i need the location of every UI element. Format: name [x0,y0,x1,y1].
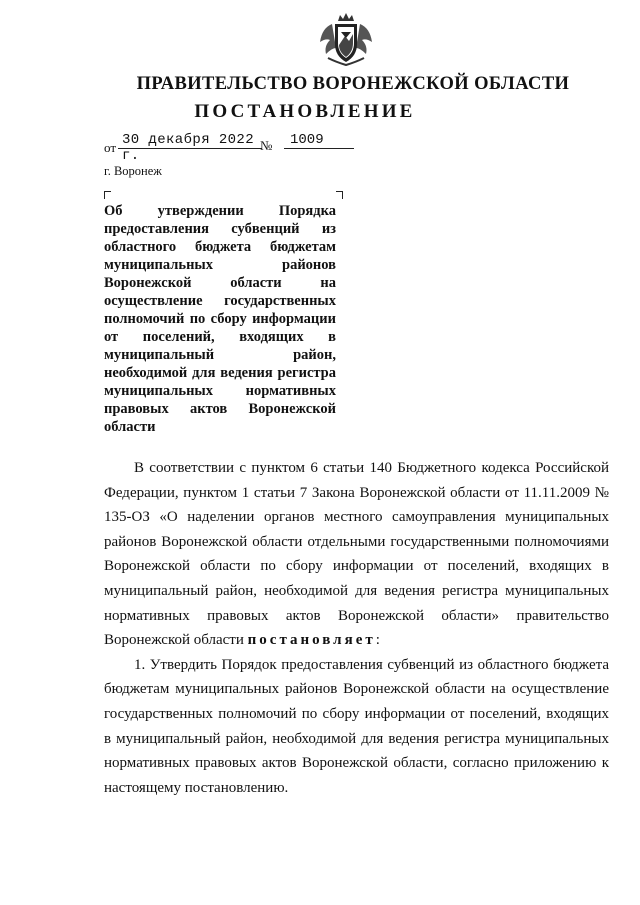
subject-bracket-left [104,191,111,199]
document-number: 1009 [284,132,354,149]
preamble-paragraph [104,456,609,653]
document-subject: Об утверждении Порядка предоставления субвенций из областного бюджета бюджетам муниципальных районов Воронежской области на осуществление государственных полномочий по сбору информации от поселений, входящих в муниципальный район, необходимой для ведения регистра муниципальных нормативных правовых актов Воронежской области [104,203,336,435]
document-body [104,456,609,800]
resolution-keyword: постановляет [247,632,376,649]
organization-title: ПРАВИТЕЛЬСТВО ВОРОНЕЖСКОЙ ОБЛАСТИ [136,74,570,94]
preamble-end: : [375,632,380,649]
document-type: ПОСТАНОВЛЕНИЕ [194,101,416,122]
coat-of-arms-icon [318,12,374,68]
document-date: 30 декабря 2022 г. [118,132,262,149]
preamble-text: В соответствии с пунктом 6 статьи 140 Бюджетного кодекса Российской Федерации, пунктом 1 статьи 7 Закона Воронежской области от 11.11.2009 № 135-ОЗ «О наделении органов местного самоуправления муниципальных районов Воронежской области отдельными государственными полномочиями Воронежской области по сбору информации от поселений, входящих в муниципальный район, необходимой для ведения регистра муниципальных нормативных правовых актов Воронежской области» правительство Воронежской области [104,460,609,649]
number-label: № [260,138,273,153]
clause-1-paragraph: 1. Утвердить Порядок предоставления субвенций из областного бюджета бюджетам муниципальных районов Воронежской области на осуществление государственных полномочий по сбору информации от поселений, входящих в муниципальный район, необходимой для ведения регистра муниципальных нормативных правовых актов Воронежской области, согласно приложению к настоящему постановлению. [104,656,609,796]
city-label: г. Воронеж [104,164,162,178]
date-prefix-label: от [104,140,117,155]
date-number-line [104,132,364,164]
subject-bracket-right [336,191,343,199]
